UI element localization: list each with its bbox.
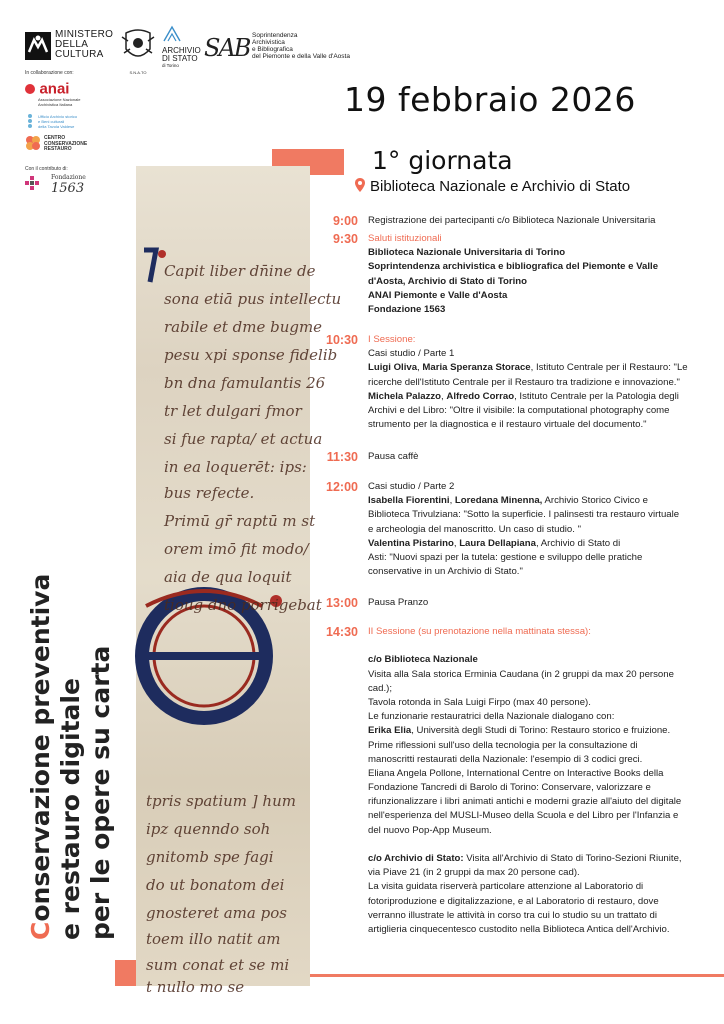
line-text: Biblioteca Trivulziana: "Sotto la superficie. I palinsesti tra restauro virtuale [368,509,680,521]
map-pin-icon [355,178,365,192]
schedule-line [368,232,716,246]
speaker-name: Erika Elia [368,725,412,737]
line-text: via Piave 21 (in 2 gruppi da max 20 persone cad). [368,867,580,879]
schedule-time: 13:00 [326,596,358,610]
schedule-time: 10:30 [326,333,358,347]
schedule-line [368,809,716,823]
manuscript-line: t nullo mo se [146,978,245,996]
speaker-name: Maria Speranza Storace [422,362,531,374]
title-line-1 [26,574,56,940]
title-line-2: e restauro digitale [56,678,85,940]
manuscript-line: gnosteret ama pos [146,904,287,922]
location-label: Biblioteca Nazionale e Archivio di Stato [370,178,631,195]
speaker-name: ANAI Piemonte e Valle d'Aosta [368,289,508,301]
centro-2: CONSERVAZIONE [44,140,88,147]
ministero-line-2: DELLA [55,39,89,50]
line-text: Registrazione dei partecipanti c/o Biblioteca Nazionale Universitaria [368,215,656,226]
line-text: e archeologia del manoscritto. Un caso di studio. " [368,523,581,535]
schedule-content [368,232,716,317]
vertical-title [26,574,116,940]
schedule-line [368,753,716,767]
schedule-line [368,508,716,522]
line-text: , [441,390,447,402]
speaker-name: Michela Palazzo [368,390,442,402]
line-text: manoscritti restaurati della Nazionale: l'esempio di 3 codici greci. [368,753,643,765]
speaker-name: c/o Biblioteca Nazionale [368,654,478,666]
schedule-line [368,480,716,494]
archivio-line-2: DI STATO [162,54,198,63]
schedule-content [368,214,716,228]
schedule-line [368,710,716,724]
ufficio-2: e Beni culturali [38,119,65,124]
schedule-line [368,289,716,303]
schedule-line [368,866,716,880]
giornata-title: 1° giornata [372,146,513,175]
ufficio-1: Ufficio Archivio storico [38,114,78,119]
schedule-content [368,333,716,432]
schedule-content [368,596,716,610]
schedule-line [368,668,716,682]
anai-sub-1: Associazione Nazionale [38,97,81,102]
line-text: Prime riflessioni sull'uso della tecnologia per la consultazione di [368,739,638,751]
schedule-time: 12:00 [326,480,358,494]
line-text: Eliana Angela Pollone, International Centre on Interactive Books della [368,767,664,779]
schedule-line [368,551,716,565]
title-line-1-rest: onservazione preventiva [26,573,55,922]
line-text: II Sessione (su prenotazione nella mattinata stessa): [368,626,591,637]
ministero-line-3: CULTURA [55,49,104,60]
sopr-line-4: del Piemonte e della Valle d'Aosta [252,53,350,60]
schedule-line [368,523,716,537]
event-date: 19 febbraio 2026 [344,80,636,119]
manuscript-line: toem illo natit am [146,930,281,948]
schedule-line [368,625,716,639]
speaker-name: Fondazione 1563 [368,303,446,315]
manuscript-line: tioug dno porrigebat [164,596,322,614]
manuscript-line: ipz quenndo soh [146,820,271,838]
speaker-name: Alfredo Corrao [446,390,515,402]
schedule-line [368,923,716,937]
line-text: Archivio Storico Civico e [542,495,648,507]
snato-emblem-icon [120,27,156,76]
schedule-line [368,781,716,795]
schedule-line [368,537,716,551]
schedule-line [368,880,716,894]
schedule-line [368,739,716,753]
schedule-line [368,639,716,653]
sopr-line-3: e Bibliografica [252,46,293,53]
schedule-line [368,838,716,852]
speaker-name: d'Aosta, Archivio di Stato di Torino [368,275,527,287]
schedule-line [368,795,716,809]
line-text: verranno illustrate le attività in corso tra cui lo studio su un trattato di [368,909,658,921]
centro-1: CENTRO [44,135,66,141]
manuscript-line: do ut bonatom dei [146,876,285,894]
manuscript-line: orem imō fit modo/ [164,540,309,558]
snato-label: S.N.A.TO [129,70,147,75]
schedule-line [368,767,716,781]
speaker-name: Luigi Oliva [368,362,418,374]
speaker-name: Isabella Fiorentini [368,495,450,507]
line-text: Visita alla Sala storica Erminia Caudana (in 2 gruppi da max 20 persone [368,668,674,680]
line-text: Visita all'Archivio di Stato di Torino-Sezioni Riunite, [463,853,682,864]
mic-emblem-icon [25,32,51,60]
centro-icon [25,135,41,151]
contributo-label: Con il contributo di: [25,166,68,172]
speaker-name: Laura Dellapiana [459,537,536,549]
schedule-line [368,824,716,838]
line-text: strumento per la diagnostica e il restauro virtuale del documento." [368,419,647,431]
line-text: Fondazione Tancredi di Barolo di Torino: Conservare, valorizzare e [368,782,651,794]
line-text: , Istituto Centrale per il Restauro: "Le [530,362,688,374]
line-text: I Sessione: [368,334,416,345]
line-text: , [453,537,460,549]
schedule-line [368,682,716,696]
logo-centro [25,135,88,156]
anai-icon [25,84,35,94]
line-text: Saluti istituzionali [368,233,442,244]
schedule-line [368,724,716,738]
schedule-time: 11:30 [326,450,358,464]
line-text: , Archivio di Stato di [535,537,621,549]
line-text: cad.); [368,682,392,694]
anai-label: anai [39,80,70,98]
schedule-line [368,852,716,866]
schedule-line [368,895,716,909]
speaker-name: c/o Archivio di Stato: [368,853,464,864]
logo-mic [25,30,113,64]
manuscript-line: gnitomb spe fagi [146,848,274,866]
line-text: ricerche dell'Istituto Centrale per il Restauro tra tradizione e innovazione." [368,376,680,388]
manuscript-line: rabile et dme bugme [164,318,323,336]
sopr-line-2: Archivistica [252,39,285,46]
schedule-line [368,494,716,508]
line-text: del nuovo Pop-App Museum. [368,824,492,836]
manuscript-line: Capit liber dn̄ine de [164,262,316,280]
line-text: Pausa Pranzo [368,597,429,608]
manuscript-line: pesu xpi sponse fidelib [164,346,338,364]
fondazione-label: Fondazione [51,174,86,181]
schedule-line [368,696,716,710]
line-text: Pausa caffè [368,451,419,462]
schedule-line [368,404,716,418]
line-text: La visita guidata riserverà particolare attenzione al Laboratorio di [368,881,644,893]
schedule-content [368,480,716,579]
ufficio-3: della Tavola Valdese [38,124,75,129]
line-text: Casi studio / Parte 2 [368,481,455,492]
schedule-line [368,214,716,228]
manuscript-line: Primū gr̄ raptū m st [164,512,316,530]
schedule-time: 14:30 [326,625,358,639]
schedule-time: 9:30 [332,232,358,246]
schedule-line [368,347,716,361]
archivio-line-1: ARCHIVIO [162,46,201,55]
manuscript-line: tpris spatium ] hum [146,792,296,810]
manuscript-line: sona etiā pus intellectu [164,290,342,308]
ministero-line-1: MINISTERO [55,29,114,40]
line-text: nell'esperienza del MUSLI-Museo della Scuola e del Libro per l'Infanzia e [368,810,679,822]
logo-archivio [162,26,201,68]
sopr-line-1: Soprintendenza [252,32,298,39]
manuscript-line: aia de qua loquit [164,568,292,586]
speaker-name: Valentina Pistarino [368,537,454,549]
schedule-line [368,450,716,464]
ufficio-icon [25,113,35,129]
schedule-line [368,653,716,667]
schedule-line [368,361,716,375]
logo-anai [25,80,80,107]
line-text: , Istituto Centrale per la Patologia degli [514,390,679,402]
schedule-line [368,390,716,404]
manuscript-line: bn dna famulantis 26 [164,374,326,392]
schedule-content [368,450,716,464]
line-text: , [417,362,423,374]
line-text: artiglieria cinquecentesco custodito nella Biblioteca Antica dell'Archivio. [368,923,670,935]
schedule-line [368,565,716,579]
sab-logo: SAB [204,34,250,62]
manuscript-line: in ea loquerēt: ips: [164,458,307,476]
manuscript-line: si fue rapta/ et actua [164,430,323,448]
manuscript-line: sum conat et se mi [146,956,290,974]
line-text: Asti: "Nuovi spazi per la tutela: gestione e sviluppo delle pratiche [368,551,643,563]
collaborazione-label: In collaborazione con: [25,70,74,76]
manuscript-line: tr let dulgari fmor [164,402,302,420]
schedule-line [368,260,716,274]
schedule-line [368,333,716,347]
title-initial: C [26,921,55,940]
line-text: conservative in un Archivio di Stato." [368,566,523,578]
schedule-line [368,275,716,289]
line-text: fotoriproduzione e digitalizzazione, e al Laboratorio di restauro, dove [368,895,659,907]
speaker-name: Soprintendenza archivistica e bibliografica del Piemonte e Valle [368,261,659,273]
schedule-line [368,376,716,390]
schedule-line [368,909,716,923]
line-text: Tavola rotonda in Sala Luigi Firpo (max 40 persone). [368,696,591,708]
fondazione-year: 1563 [51,181,85,196]
soprintendenza-text [252,32,350,60]
schedule-time: 9:00 [332,214,358,228]
line-text: rifunzionalizzare i libri animati antichi e moderni grazie all'aiuto del digitale [368,796,682,808]
fondazione-icon [25,176,39,190]
logo-fondazione [25,174,86,196]
anai-sub-2: Archivistica Italiana [38,101,73,107]
line-text: Casi studio / Parte 1 [368,348,455,360]
line-text: Le funzionarie restauratrici della Nazionale dialogano con: [368,711,615,723]
schedule-content [368,625,716,937]
schedule-line [368,246,716,260]
centro-3: RESTAURO [44,146,72,152]
speaker-name: Biblioteca Nazionale Universitaria di Torino [368,247,566,259]
line-text: , [449,495,455,507]
speaker-name: Loredana Minenna, [454,495,543,507]
archivio-line-3: di Torino [162,63,179,68]
schedule-line [368,596,716,610]
archivio-icon [162,26,182,42]
schedule-line [368,418,716,432]
manuscript-line: bus refecte. [164,484,255,502]
title-line-3: per le opere su carta [86,645,115,940]
line-text: , Università degli Studi di Torino: Restauro storico e fruizione. [411,725,671,737]
logo-ufficio [25,113,78,134]
schedule-line [368,303,716,317]
line-text: Archivi e del Libro: "Oltre il visibile: la computational photography come [368,404,670,416]
